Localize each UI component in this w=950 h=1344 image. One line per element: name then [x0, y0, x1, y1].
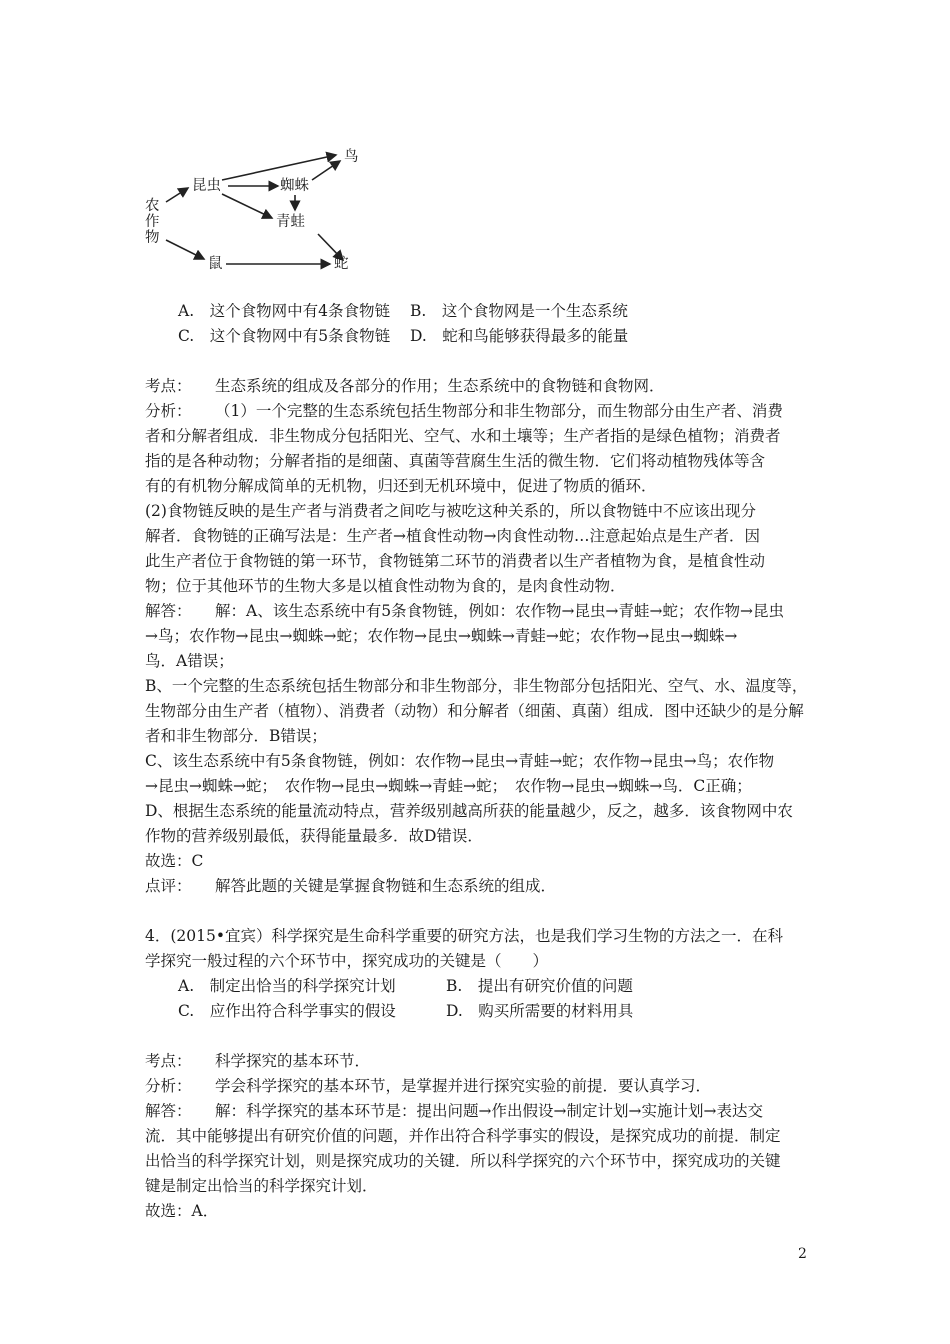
q4-jieda-line: 解答： 解：科学探究的基本环节是：提出问题→作出假设→制定计划→实施计划→表达交: [145, 1102, 763, 1120]
q3-fenxi-line: 者和分解者组成．非生物成分包括阳光、空气、水和土壤等；生产者指的是绿色植物；消费者: [145, 427, 781, 445]
q3-dianping: 点评： 解答此题的关键是掌握食物链和生态系统的组成．: [145, 877, 557, 895]
node-insect: 昆虫: [192, 178, 221, 194]
q3-option-a: A. 这个食物网中有4条食物链: [178, 302, 390, 320]
q4-stem-line: 4．(2015•宜宾）科学探究是生命科学重要的研究方法，也是我们学习生物的方法之一．在科: [145, 927, 784, 945]
q4-jieda-line: 出恰当的科学探究计划，则是探究成功的关键．所以科学探究的六个环节中，探究成功的关键: [145, 1152, 781, 1170]
node-snake: 蛇: [334, 256, 349, 272]
q4-jieda-line: 键是制定出恰当的科学探究计划．: [145, 1177, 378, 1195]
q3-fenxi-line: 物；位于其他环节的生物大多是以植食性动物为食的，是肉食性动物．: [145, 577, 626, 595]
q4-option-c: C. 应作出符合科学事实的假设: [178, 1002, 396, 1020]
q3-option-b: B. 这个食物网是一个生态系统: [410, 302, 628, 320]
arrow-insect-frog: [222, 194, 272, 218]
q3-answer: 故选：C: [145, 852, 204, 870]
q3-jieda-line: D、根据生态系统的能量流动特点，营养级别越高所获的能量越少，反之，越多．该食物网中农: [145, 802, 793, 820]
q4-fenxi: 分析： 学会科学探究的基本环节，是掌握并进行探究实验的前提．要认真学习．: [145, 1077, 712, 1095]
q3-jieda-line: B、一个完整的生态系统包括生物部分和非生物部分，非生物部分包括阳光、空气、水、温度等，: [145, 677, 808, 695]
q3-jieda-line: 鸟．A错误；: [145, 652, 234, 670]
food-web-diagram: [140, 140, 370, 280]
q4-option-a: A. 制定出恰当的科学探究计划: [178, 977, 396, 995]
q3-fenxi-line: 此生产者位于食物链的第一环节，食物链第二环节的消费者以生产者植物为食，是植食性动: [145, 552, 766, 570]
node-frog: 青蛙: [276, 214, 305, 230]
node-crop: 农作物: [145, 198, 160, 246]
q3-kaodian: 考点： 生态系统的组成及各部分的作用；生态系统中的食物链和食物网．: [145, 377, 665, 395]
q3-fenxi-line: 解者．食物链的正确写法是：生产者→植食性动物→肉食性动物…注意起始点是生产者．因: [145, 527, 760, 545]
q4-option-b: B. 提出有研究价值的问题: [446, 977, 633, 995]
arrow-crop-mouse: [166, 240, 204, 259]
arrow-crop-insect: [166, 188, 188, 202]
q4-stem-line: 学探究一般过程的六个环节中，探究成功的关键是（ ）: [145, 952, 549, 970]
q3-fenxi-line: (2)食物链反映的是生产者与消费者之间吃与被吃这种关系的，所以食物链中不应该出现分: [145, 502, 756, 520]
node-bird: 鸟: [344, 149, 359, 165]
arrow-spider-bird: [312, 161, 340, 180]
node-spider: 蜘蛛: [280, 178, 309, 194]
q4-kaodian: 考点： 科学探究的基本环节．: [145, 1052, 371, 1070]
q3-fenxi-line: 指的是各种动物；分解者指的是细菌、真菌等营腐生生活的微生物．它们将动植物残体等含: [145, 452, 766, 470]
q3-jieda-line: 生物部分由生产者（植物）、消费者（动物）和分解者（细菌、真菌）组成．图中还缺少的是分解: [145, 702, 804, 720]
q3-option-d: D. 蛇和鸟能够获得最多的能量: [410, 327, 629, 345]
node-mouse: 鼠: [208, 256, 223, 272]
q4-option-d: D. 购买所需要的材料用具: [446, 1002, 634, 1020]
page-number: 2: [798, 1246, 807, 1262]
q3-option-c: C. 这个食物网中有5条食物链: [178, 327, 391, 345]
q4-answer: 故选：A．: [145, 1202, 219, 1220]
q3-fenxi-line: 有的有机物分解成简单的无机物，归还到无机环境中，促进了物质的循环．: [145, 477, 657, 495]
q3-jieda-line: 者和非生物部分．B错误；: [145, 727, 327, 745]
q4-jieda-line: 流．其中能够提出有研究价值的问题，并作出符合科学事实的假设，是探究成功的前提．制定: [145, 1127, 781, 1145]
q3-jieda-line: →鸟；农作物→昆虫→蜘蛛→蛇；农作物→昆虫→蜘蛛→青蛙→蛇；农作物→昆虫→蜘蛛→: [145, 627, 738, 645]
q3-jieda-line: →昆虫→蜘蛛→蛇； 农作物→昆虫→蜘蛛→青蛙→蛇； 农作物→昆虫→蜘蛛→鸟．C正确；: [145, 777, 752, 795]
q3-jieda-line: 解答： 解：A、该生态系统中有5条食物链，例如：农作物→昆虫→青蛙→蛇；农作物→昆虫: [145, 602, 785, 620]
q3-fenxi-line: 分析： （1）一个完整的生态系统包括生物部分和非生物部分，而生物部分由生产者、消费: [145, 402, 783, 420]
q3-jieda-line: 作物的营养级别最低，获得能量最多．故D错误．: [145, 827, 483, 845]
q3-jieda-line: C、该生态系统中有5条食物链，例如：农作物→昆虫→青蛙→蛇；农作物→昆虫→鸟；农作物: [145, 752, 775, 770]
